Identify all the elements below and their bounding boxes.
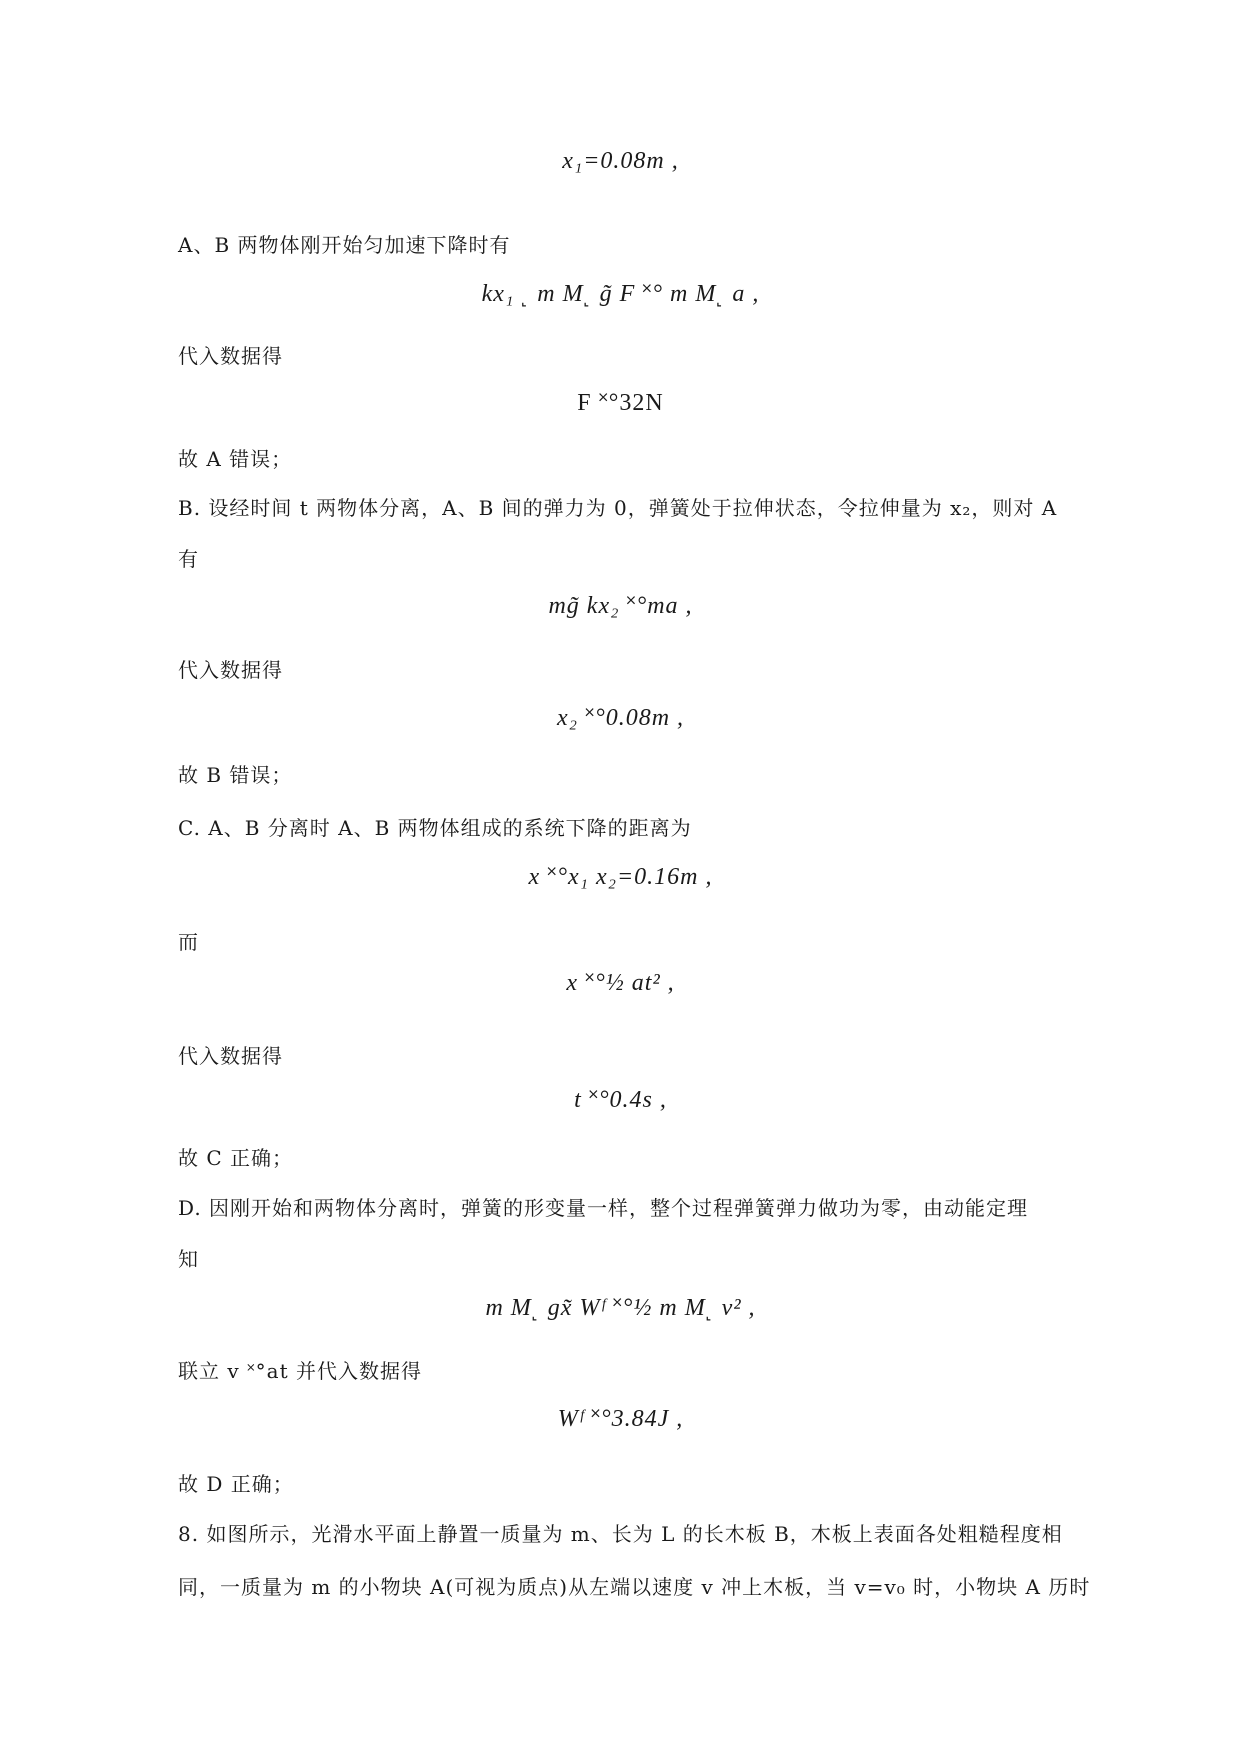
paragraph-line: 有 (178, 547, 199, 571)
formula-x1: x₁=0.08m , (562, 148, 679, 174)
paragraph-line: C. A、B 分离时 A、B 两物体组成的系统下降的距离为 (178, 816, 692, 840)
paragraph-line: 知 (178, 1247, 199, 1271)
paragraph-line: 故 D 正确； (178, 1472, 294, 1496)
formula-x2: x₂ ˟°0.08m , (556, 705, 685, 731)
paragraph-line: 代入数据得 (178, 344, 283, 368)
paragraph-line: 8. 如图所示，光滑水平面上静置一质量为 m、长为 L 的长木板 B，木板上表面各处粗糙程度相 (178, 1522, 1063, 1546)
formula-wf: Wᶠ ˟°3.84J , (557, 1406, 684, 1432)
formula-f-result: F ˟°32N (577, 390, 664, 416)
paragraph-line: B. 设经时间 t 两物体分离，A、B 间的弹力为 0，弹簧处于拉伸状态，令拉伸量为 x₂，则对 A (178, 496, 1058, 520)
paragraph-line: D. 因刚开始和两物体分离时，弹簧的形变量一样，整个过程弹簧弹力做功为零，由动能定理 (178, 1196, 1029, 1220)
paragraph-line: 故 A 错误； (178, 447, 293, 471)
paragraph-line: A、B 两物体刚开始匀加速下降时有 (178, 233, 511, 257)
paragraph-line: 代入数据得 (178, 1044, 283, 1068)
formula-newton-ab: kx₁ ˻ m M˻ g̃ F ˟° m M˻ a , (481, 281, 760, 307)
formula-mg-kx2: mg̃ kx₂ ˟°ma , (548, 593, 693, 619)
paragraph-line: 而 (178, 930, 199, 954)
paragraph-line: 故 B 错误； (178, 763, 293, 787)
paragraph-line: 联立 v ˟°at 并代入数据得 (178, 1359, 422, 1383)
formula-energy: m M˻ gx̃ Wᶠ ˟°½ m M˻ v² , (485, 1295, 756, 1321)
formula-x-total: x ˟°x₁ x₂=0.16m , (528, 864, 713, 890)
paragraph-line: 同，一质量为 m 的小物块 A(可视为质点)从左端以速度 v 冲上木板，当 v=v₀ 时，小物块 A 历时 (178, 1575, 1091, 1599)
formula-kinematics: x ˟°½ at² , (566, 970, 675, 996)
formula-t: t ˟°0.4s , (574, 1087, 667, 1113)
paragraph-line: 故 C 正确； (178, 1146, 294, 1170)
paragraph-line: 代入数据得 (178, 658, 283, 682)
